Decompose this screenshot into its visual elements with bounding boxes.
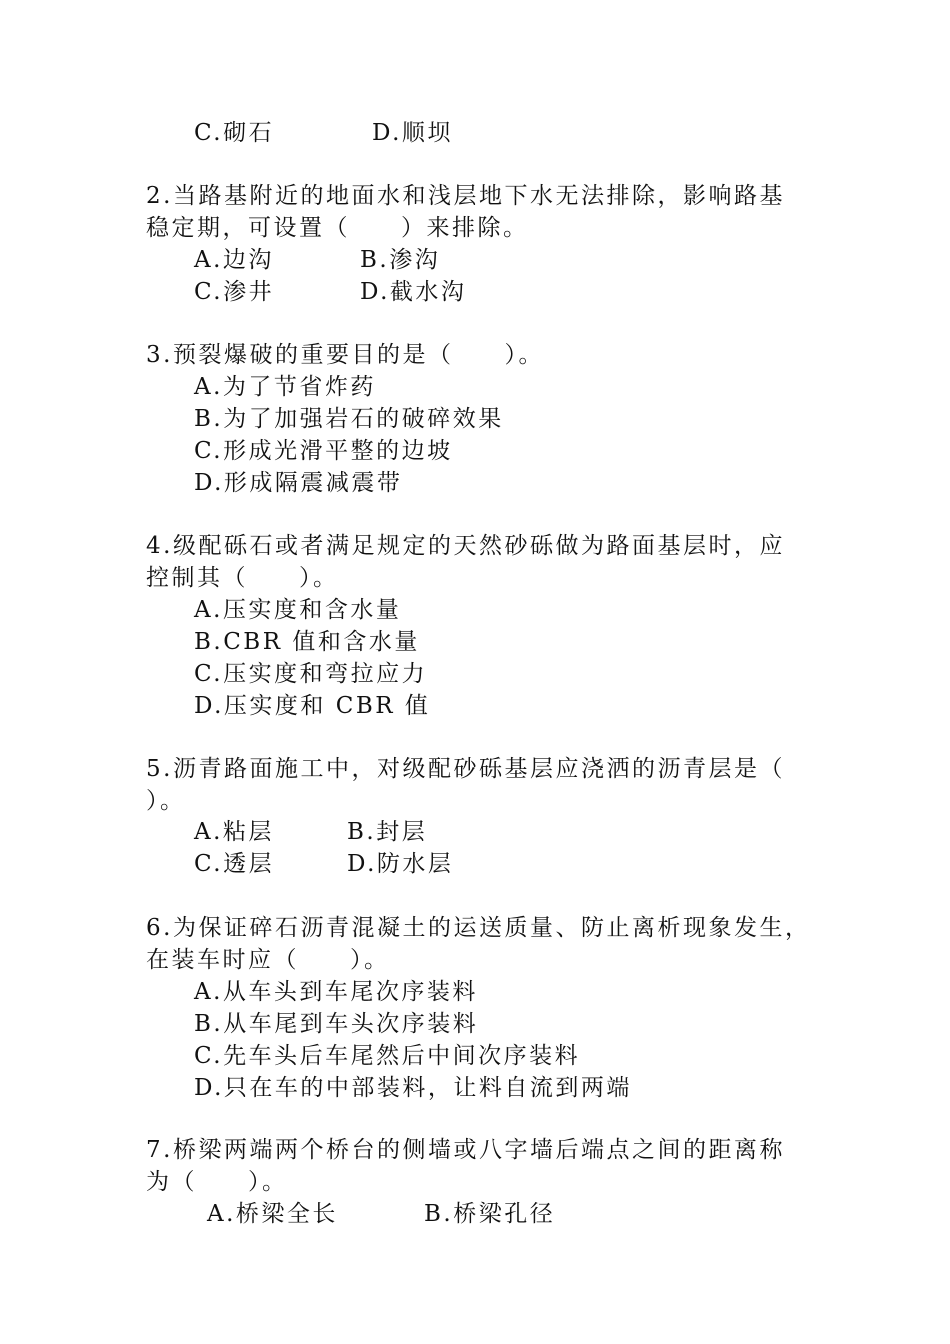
question-text: 6.为保证碎石沥青混凝土的运送质量、防止离析现象发生， [146,915,811,941]
question-text: ）。 [146,788,186,814]
option-c: C.渗井 [194,279,275,305]
question-text: 3.预裂爆破的重要目的是（ ）。 [146,342,544,368]
question-text: 稳定期，可设置（ ）来排除。 [146,215,529,241]
option-c: C.压实度和弯拉应力 [194,661,428,687]
option-a: A.粘层 [194,819,274,845]
option-d: D.只在车的中部装料，让料自流到两端 [194,1075,632,1101]
option-b: B.渗沟 [360,247,441,273]
question-text: 为（ ）。 [146,1169,288,1195]
option-a: A.边沟 [194,247,274,273]
option-a: A.桥梁全长 [207,1201,338,1227]
option-b: B.封层 [347,819,428,845]
option-a: A.为了节省炸药 [194,374,376,400]
option-d: D.防水层 [347,851,454,877]
option-d: D.顺坝 [372,120,453,146]
question-text: 5.沥青路面施工中，对级配砂砾基层应浇洒的沥青层是（ [146,756,785,782]
question-text: 7.桥梁两端两个桥台的侧墙或八字墙后端点之间的距离称 [146,1137,785,1163]
option-c: C.砌石 [194,120,275,146]
question-text: 控制其（ ）。 [146,565,339,591]
option-d: D.形成隔震减震带 [194,470,403,496]
option-a: A.从车头到车尾次序装料 [194,979,478,1005]
question-text: 4.级配砾石或者满足规定的天然砂砾做为路面基层时，应 [146,533,785,559]
option-c: C.先车头后车尾然后中间次序装料 [194,1043,581,1069]
option-c: C.透层 [194,851,275,877]
option-b: B.从车尾到车头次序装料 [194,1011,479,1037]
option-c: C.形成光滑平整的边坡 [194,438,453,464]
question-text: 2.当路基附近的地面水和浅层地下水无法排除，影响路基 [146,183,785,209]
option-d: D.压实度和 CBR 值 [194,693,431,719]
option-b: B.为了加强岩石的破碎效果 [194,406,504,432]
option-d: D.截水沟 [360,279,467,305]
option-a: A.压实度和含水量 [194,597,402,623]
question-text: 在装车时应（ ）。 [146,947,390,973]
option-b: B.桥梁孔径 [424,1201,556,1227]
option-b: B.CBR 值和含水量 [194,629,420,655]
